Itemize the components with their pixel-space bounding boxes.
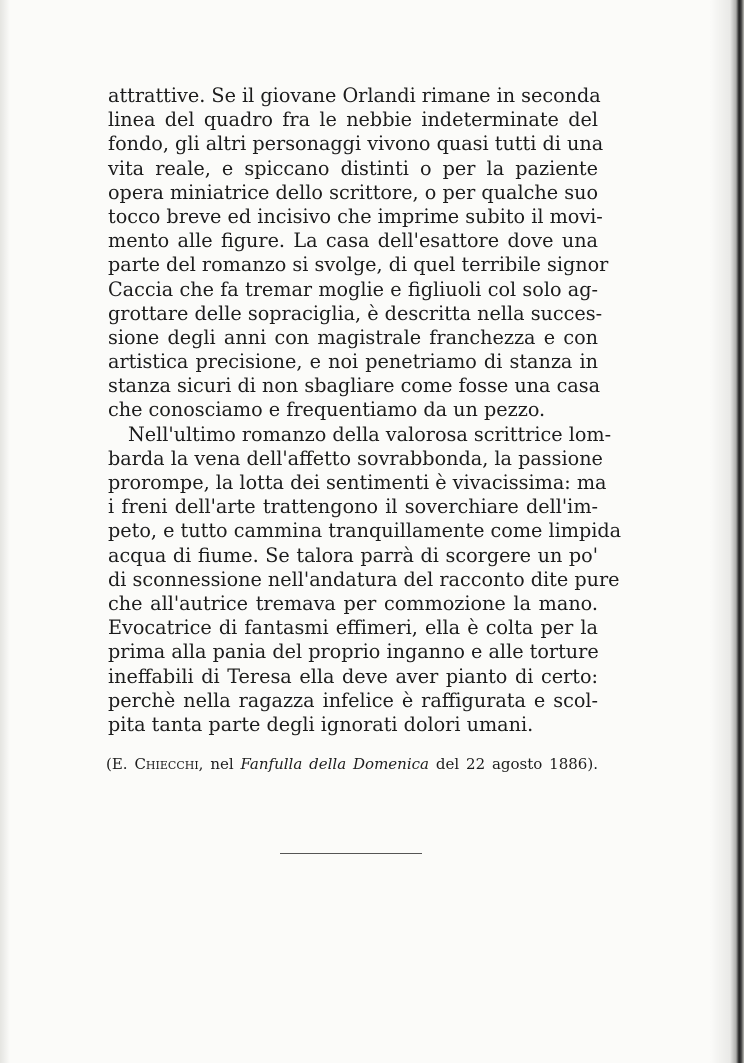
text-line: barda la vena dell'affetto sovrabbonda, la passione — [108, 446, 603, 470]
page-edge-left — [0, 0, 10, 1063]
text-line: Nell'ultimo romanzo della valorosa scrittrice lom- — [128, 422, 612, 446]
text-line: peto, e tutto cammina tranquillamente come limpida — [108, 519, 622, 543]
text-line: che all'autrice tremava per commozione la mano. — [108, 591, 598, 615]
text-line: tocco breve ed incisivo che imprime subito il movi- — [108, 204, 603, 228]
text-line: Caccia che fa tremar moglie e figliuoli col solo ag- — [108, 277, 598, 301]
text-line: mento alle figure. La casa dell'esattore dove una — [108, 229, 598, 253]
text-line: opera miniatrice dello scrittore, o per qualche suo — [108, 180, 598, 204]
paragraph-2 — [108, 422, 622, 737]
page-edge-right — [710, 0, 744, 1063]
text-line: sione degli anni con magistrale franchezza e con — [108, 325, 598, 349]
citation-pre: nel — [210, 755, 234, 773]
text-line: i freni dell'arte trattengono il soverchiare dell'im- — [108, 495, 598, 519]
paragraph-1 — [108, 84, 609, 423]
citation-journal: Fanfulla della Domenica — [240, 755, 429, 773]
text-line: pita tanta parte degli ignorati dolori umani. — [108, 712, 534, 736]
body-text — [108, 84, 622, 737]
citation-date: del 22 agosto 1886). — [435, 755, 598, 773]
text-line: perchè nella ragazza infelice è raffigurata e scol- — [108, 688, 598, 712]
text-line: di sconnessione nell'andatura del racconto dite pure — [108, 567, 620, 591]
citation-open: (E. — [106, 755, 128, 773]
text-line: attrattive. Se il giovane Orlandi rimane in seconda — [108, 84, 601, 107]
text-line: prorompe, la lotta dei sentimenti è vivacissima: ma — [108, 471, 607, 494]
text-line: linea del quadro fra le nebbie indeterminate del — [108, 108, 598, 132]
citation-author: Chiecchi, — [134, 755, 204, 773]
text-line: artistica precisione, e noi penetriamo di stanza in — [108, 350, 598, 374]
text-line: Evocatrice di fantasmi effimeri, ella è colta per la — [108, 616, 598, 640]
citation — [106, 754, 598, 774]
text-line: ineffabili di Teresa ella deve aver pianto di certo: — [108, 664, 598, 688]
text-line: prima alla pania del proprio inganno e alle torture — [108, 640, 599, 664]
text-line: parte del romanzo si svolge, di quel terribile signor — [108, 253, 609, 277]
text-line: grottare delle sopraciglia, è descritta nella succes- — [108, 301, 603, 325]
text-line: che conosciamo e frequentiamo da un pezzo. — [108, 398, 546, 422]
section-divider — [280, 853, 422, 854]
text-line: vita reale, e spiccano distinti o per la paziente — [108, 156, 598, 180]
text-line: acqua di fiume. Se talora parrà di scorgere un po' — [108, 543, 598, 567]
text-line: fondo, gli altri personaggi vivono quasi tutti di una — [108, 132, 604, 156]
text-line: stanza sicuri di non sbagliare come fosse una casa — [108, 374, 601, 398]
